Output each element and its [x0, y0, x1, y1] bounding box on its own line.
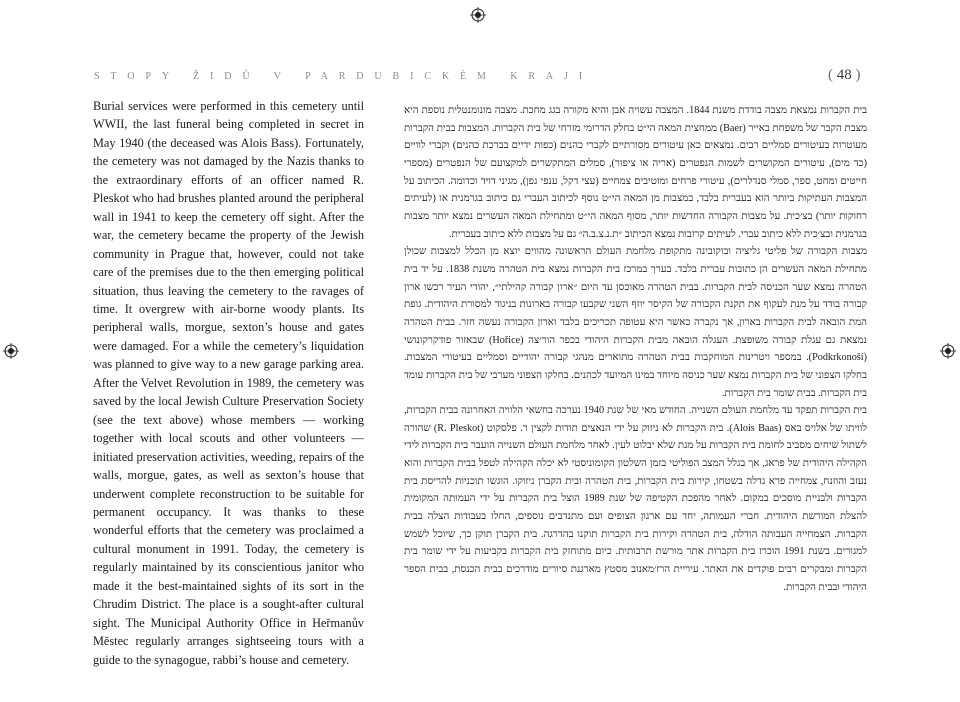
hebrew-column [404, 102, 867, 596]
page-number: 48 [836, 67, 852, 83]
hebrew-paragraph: מצבות הקבורה של פליטי גליציה ובוקובינה מתקופת מלחמת העולם הראשונה מהווים יוצא מן הכלל למצבות שכולן מתחילת המאה העשרים הן כתובות עברית בלבד. בערך במרכז בית הקברות נמצא בית הטהרה משנת 1838. על יד בית הטהרה נמצא שער הכניסה לבית הקברות. בבית הטהרה מאוכסן עד היום ״ארון קבורה קהילתי״, יהודי העיר רכשו ארון קבורה בודד על מנת לעקוף את תקנת הקבורה של הקיסר יוזף השני שקבעו קבורה בארונות בניגוד למסורת היהודית. גופת המת הובאה לבית הקברות בארון, אך נקברה כאשר היא עטופה תכריכים בלבד וארון הקבורה נעשה חזר. בבית הטהרה נמצאת גם עגלת קבורה משופצת. העגלה הובאה מבית הקברות היהודי בכפר הור׳צה (Hořice) שבאזור פודקרקונושי (Podkrkonoší). במספר ויטרינות המוחקבות בבית הטהרה מתוארים מנהגי קבורה יהודיים וסמליים בעיטורי המצבות. בחלקו הצפוני של בית הקברות נמצא שער כניסה מיוחד במינו המיועד לכהנים. בחלקו הצפוני מערבי של בית הקברות עומד בית הקברות. בבית שומר בית הקברות. [404, 246, 867, 399]
registration-mark-icon [470, 7, 486, 23]
english-paragraph: Burial services were performed in this cemetery until WWII, the last funeral being completed in secret in May 1940 (the deceased was Alois Bass). Fortunately, the cemetery was not damaged by the Nazis thanks to the extraordinary efforts of an officer named R. Pleskot who had brushes planted around the peripheral wall in 1941 to keep the cemetery off sight. After the war, the cemetery became the property of the Jewish community in Prague that, however, could not take care of the premises due to the then emerging political situation, thus leaving the cemetery to the ravages of time. It overgrew with air-borne woody plants. Its peripheral walls, morgue, sexton’s house and gates were damaged. For a while the cemetery’s liquidation was planned to give way to a new garage parking area. After the Velvet Revolution in 1989, the cemetery was saved by the local Jewish Culture Preservation Society (see the text above) whose members — working together with local scouts and other volunteers — initiated preservation activities, weeding, repairs of the walls, morgue, gates, as well as sexton’s house that underwent complete reconstruction to be suitable for permanent occupancy. It was thanks to these wonderful efforts that the cemetery was proclaimed a cultural monument in 1991. Today, the cemetery is regularly maintained by its conscientious janitor who made it the best-maintained sights of its sort in the Chrudim District. The place is a sought-after cultural sight. The Municipal Authority Office in Heřmanův Městec regularly arranges sightseeing tours with a guide to the synagogue, rabbi’s house and cemetery. [93, 99, 364, 667]
page-number-group: ( 48 ) [828, 67, 861, 83]
running-head-title: STOPY ŽIDŮ V PARDUBICKÉM KRAJI [94, 71, 594, 82]
registration-mark-icon [3, 343, 19, 359]
hebrew-paragraph: בית הקברות נמצאת מצבה בודדת משנת 1844. המצבה עשויה אבן והיא מקורה בגג מחכת. מצבה מונומנטלית נוספת היא מצבת הקבר של משפחת באייר (Baer) ממחצית המאה הי״ט בחלק הדרומי מזרחי של בית הקברות. המצבות בבית הקברות מעוטרות בעיטורים סמליים רבים. נמצאים כאן עיטורים מסורתיים לקברי כהנים (כפות ידיים בברכת כהנים) וקברי לוויים (כד מים), עיטורים המקושרים לשמות הנפטרים (אריה או ציפור), סמלים המתקשרים למקצועם של הנפטרים (מספרי חייטים ומחט, ספר, סמלי סנדלרים), עיטורי פרחים ומוטיבים צמחיים (עצי דקל, ענפי גפן), מגיני דויד וכדומה. הכיתוב על המצבות העתיקות ביותר הוא בעברית בלבד, במצבות מן המאה הי״ט נוסף לכיתוב העברי גם כיתוב בגרמנית או (לעיתים רחוקות יותר) בצ׳כית. על מצבות הקבורה החדשות יותר, מסוף המאה הי״ט ומתחילת המאה העשרים נמצא יותר מצבות בגרמנית ובצ׳כית ללא כיתוב עברי. לעיתים קרובות נמצא הכיתוב ״ת.נ.צ.ב.ה״ גם על מצבות ללא כיתוב בעברית. [404, 105, 868, 240]
registration-mark-icon [940, 343, 956, 359]
hebrew-paragraph: בית הקברות תפקד עד מלחמת העולם השנייה. החודש מאי של שנת 1940 נערכה בחשאי הלוויה האחרונה בבית הקברות, לוויתו של אלויס באס (Alois Baas). בית הקברות לא ניזוק על ידי הנאצים תודות לקצין ר. פלסקוט (R. Pleskot) שהורה לשתול שיחים מסביב לחומת בית הקברות על מנת שלא יבלוט לעין. לאחר מלחמת העולם השנייה הועבר בית הקברות לידי הקהילה היהודית של פראג, אך בגלל המצב הפוליטי בזמן השלטון הקומוניסטי לא יכלה הקהילה לטפל בבית הקברות והוא נעזב והוזנח, צמחייה פרא גדלה בשטחו, קירות בית הקברות, בית הטהרה ובית הקברן ניזוקו. הוגשו תוכניות להריסת בית הקברות ולבניית מוסכים במקום. לאחר מהפכת הקטיפה של שנת 1989 הוצל בית הקברות על ידי העמותה המקומית להצלת המורשת היהודית. חברי העמותה, יחד עם ארגון הצופים ועם מתנדבים נוספים, החלו בעבודות הצלה בבית הקברות. הצמחייה העבותה הודלה, בית הטהרה וקירות בית הקברות תוקנו בהדרגה. בית הקברן תוקן כך, שיוכל לשמש למגורים. בשנת 1991 הוכרז בית הקברות אתר מורשת תרבותית. כיום מתוחזק בית הקברות בקביעות על ידי שומר בית הקברות ומבקרים רבים פוקדים את האתר. עיריית הרז׳מאנוב מסטץ מארגנת סיורים מודרכים בבית הכנסת, בבית הספר היהודי ובבית הקברות. [404, 405, 868, 593]
english-column [93, 97, 364, 669]
